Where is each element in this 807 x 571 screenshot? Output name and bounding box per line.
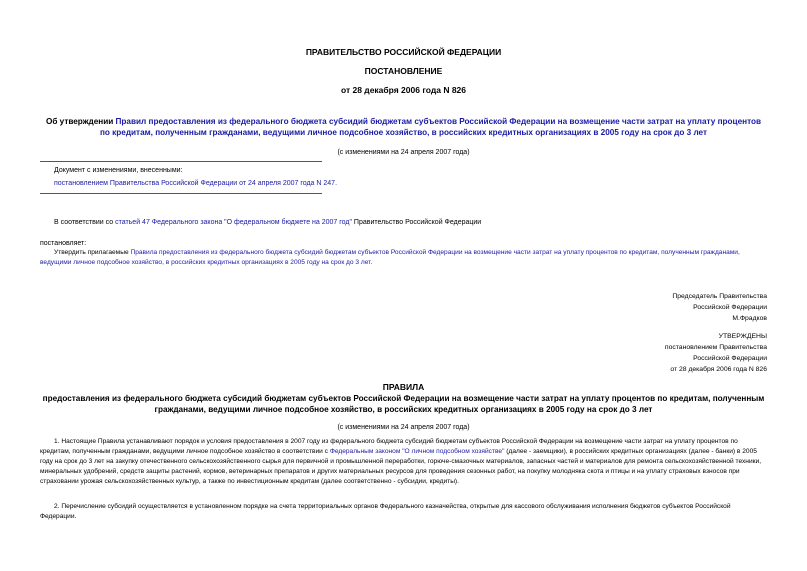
item1-prefix: 1. Настоящие Правила устанавливают порядок и условия предоставления в 2007 году из федерального бюджета субсидий бюджетам субъектов Российской Федерации на возмещение части затрат на уплату процентов по кредитам, полученным гражданами, ведущими личное подсобное хозяйство в соответствии с — [40, 438, 738, 455]
rules-item-2: 2. Перечисление субсидий осуществляется в установленном порядке на счета территориальных органов Федерального казначейства, открытые для кассового обслуживания исполнения бюджетов субъектов Российской Федерации. — [40, 503, 731, 520]
item1-suffix: (далее - заемщики), в российских кредитных организациях (далее - банки) в 2005 году на срок до 3 лет на закупку отечественного сельскохозяйственного сырья для первичной и промышленной переработки, горюче-смазочных материалов, запасных частей и материалов для ремонта сельскохозяйственной техники, минеральных удобрений, средств защиты растений, кормов, ветеринарных препаратов и других материальных ресурсов для проведения сезонных работ, на покупку молодняка скота и птицы и на уплату страховых взносов при страховании урожая сельскохозяйственных культур, а также по инвестиционным кредитам (далее соответственно - субсидии, кредиты). — [40, 448, 762, 485]
changes-link[interactable]: постановлением Правительства Российской Федерации от 24 апреля 2007 года N 247. — [54, 180, 338, 187]
paragraph-approve — [40, 248, 768, 268]
approved-country: Российской Федерации — [693, 355, 767, 362]
approved-block — [665, 331, 767, 375]
rules-changes-note: (с изменениями на 24 апреля 2007 года) — [337, 424, 470, 431]
rules-subheading: предоставления из федерального бюджета субсидий бюджетам субъектов Российской Федерации на возмещение части затрат на уплату процентов по кредитам, полученным гражданами, ведущими личное подсобное хозяйство, в российских кредитных организациях в 2005 году на срок до 3 лет — [42, 394, 765, 414]
approved-date: от 28 декабря 2006 года N 826 — [670, 366, 767, 373]
title-rules-link[interactable]: Правил предоставления из федерального бюджета субсидий бюджетам субъектов Российской Федерации на возмещение части затрат на уплату процентов по кредитам, полученным гражданами, ведущими личное подсобное хозяйство, в российских кредитных организациях в 2005 году на срок до 3 лет — [99, 117, 762, 137]
date-number: от 28 декабря 2006 года N 826 — [340, 85, 467, 95]
approve-prefix: Утвердить прилагаемые — [54, 249, 131, 256]
title-changes-note: (с изменениями на 24 апреля 2007 года) — [337, 149, 470, 156]
approved-by: постановлением Правительства — [664, 344, 767, 351]
rules-item-1 — [40, 437, 768, 487]
changes-top-rule — [40, 161, 322, 162]
signature-country: Российской Федерации — [693, 304, 767, 311]
budget-law-link[interactable]: статьей 47 Федерального закона "О федеральном бюджете на 2007 год" — [115, 219, 352, 226]
paragraph-basis — [54, 218, 754, 228]
approved-heading: УТВЕРЖДЕНЫ — [718, 333, 767, 340]
title-prefix: Об утверждении — [45, 117, 116, 126]
signature-block — [672, 291, 767, 324]
basis-suffix: Правительство Российской Федерации — [351, 219, 482, 226]
changes-bottom-rule — [40, 193, 322, 194]
government-heading: ПРАВИТЕЛЬСТВО РОССИЙСКОЙ ФЕДЕРАЦИИ — [305, 47, 502, 57]
document-title — [40, 116, 767, 138]
signature-title: Председатель Правительства — [672, 293, 767, 300]
basis-prefix: В соответствии со — [54, 219, 116, 226]
resolves-text: постановляет: — [40, 240, 87, 247]
changes-label: Документ с изменениями, внесенными: — [54, 167, 183, 174]
approve-rules-link[interactable]: Правила предоставления из федерального бюджета субсидий бюджетам субъектов Российской Федерации на возмещение части затрат на уплату процентов по кредитам, полученным гражданами, ведущими личное подсобное хозяйство, в российских кредитных организациях в 2005 году на срок до 3 лет. — [40, 249, 740, 266]
lph-law-link[interactable]: Федеральным законом "О личном подсобном хозяйстве" — [329, 448, 505, 455]
signature-name: М.Фрадков — [732, 315, 767, 322]
doc-type-heading: ПОСТАНОВЛЕНИЕ — [364, 66, 443, 76]
rules-heading: ПРАВИЛА — [382, 382, 425, 392]
